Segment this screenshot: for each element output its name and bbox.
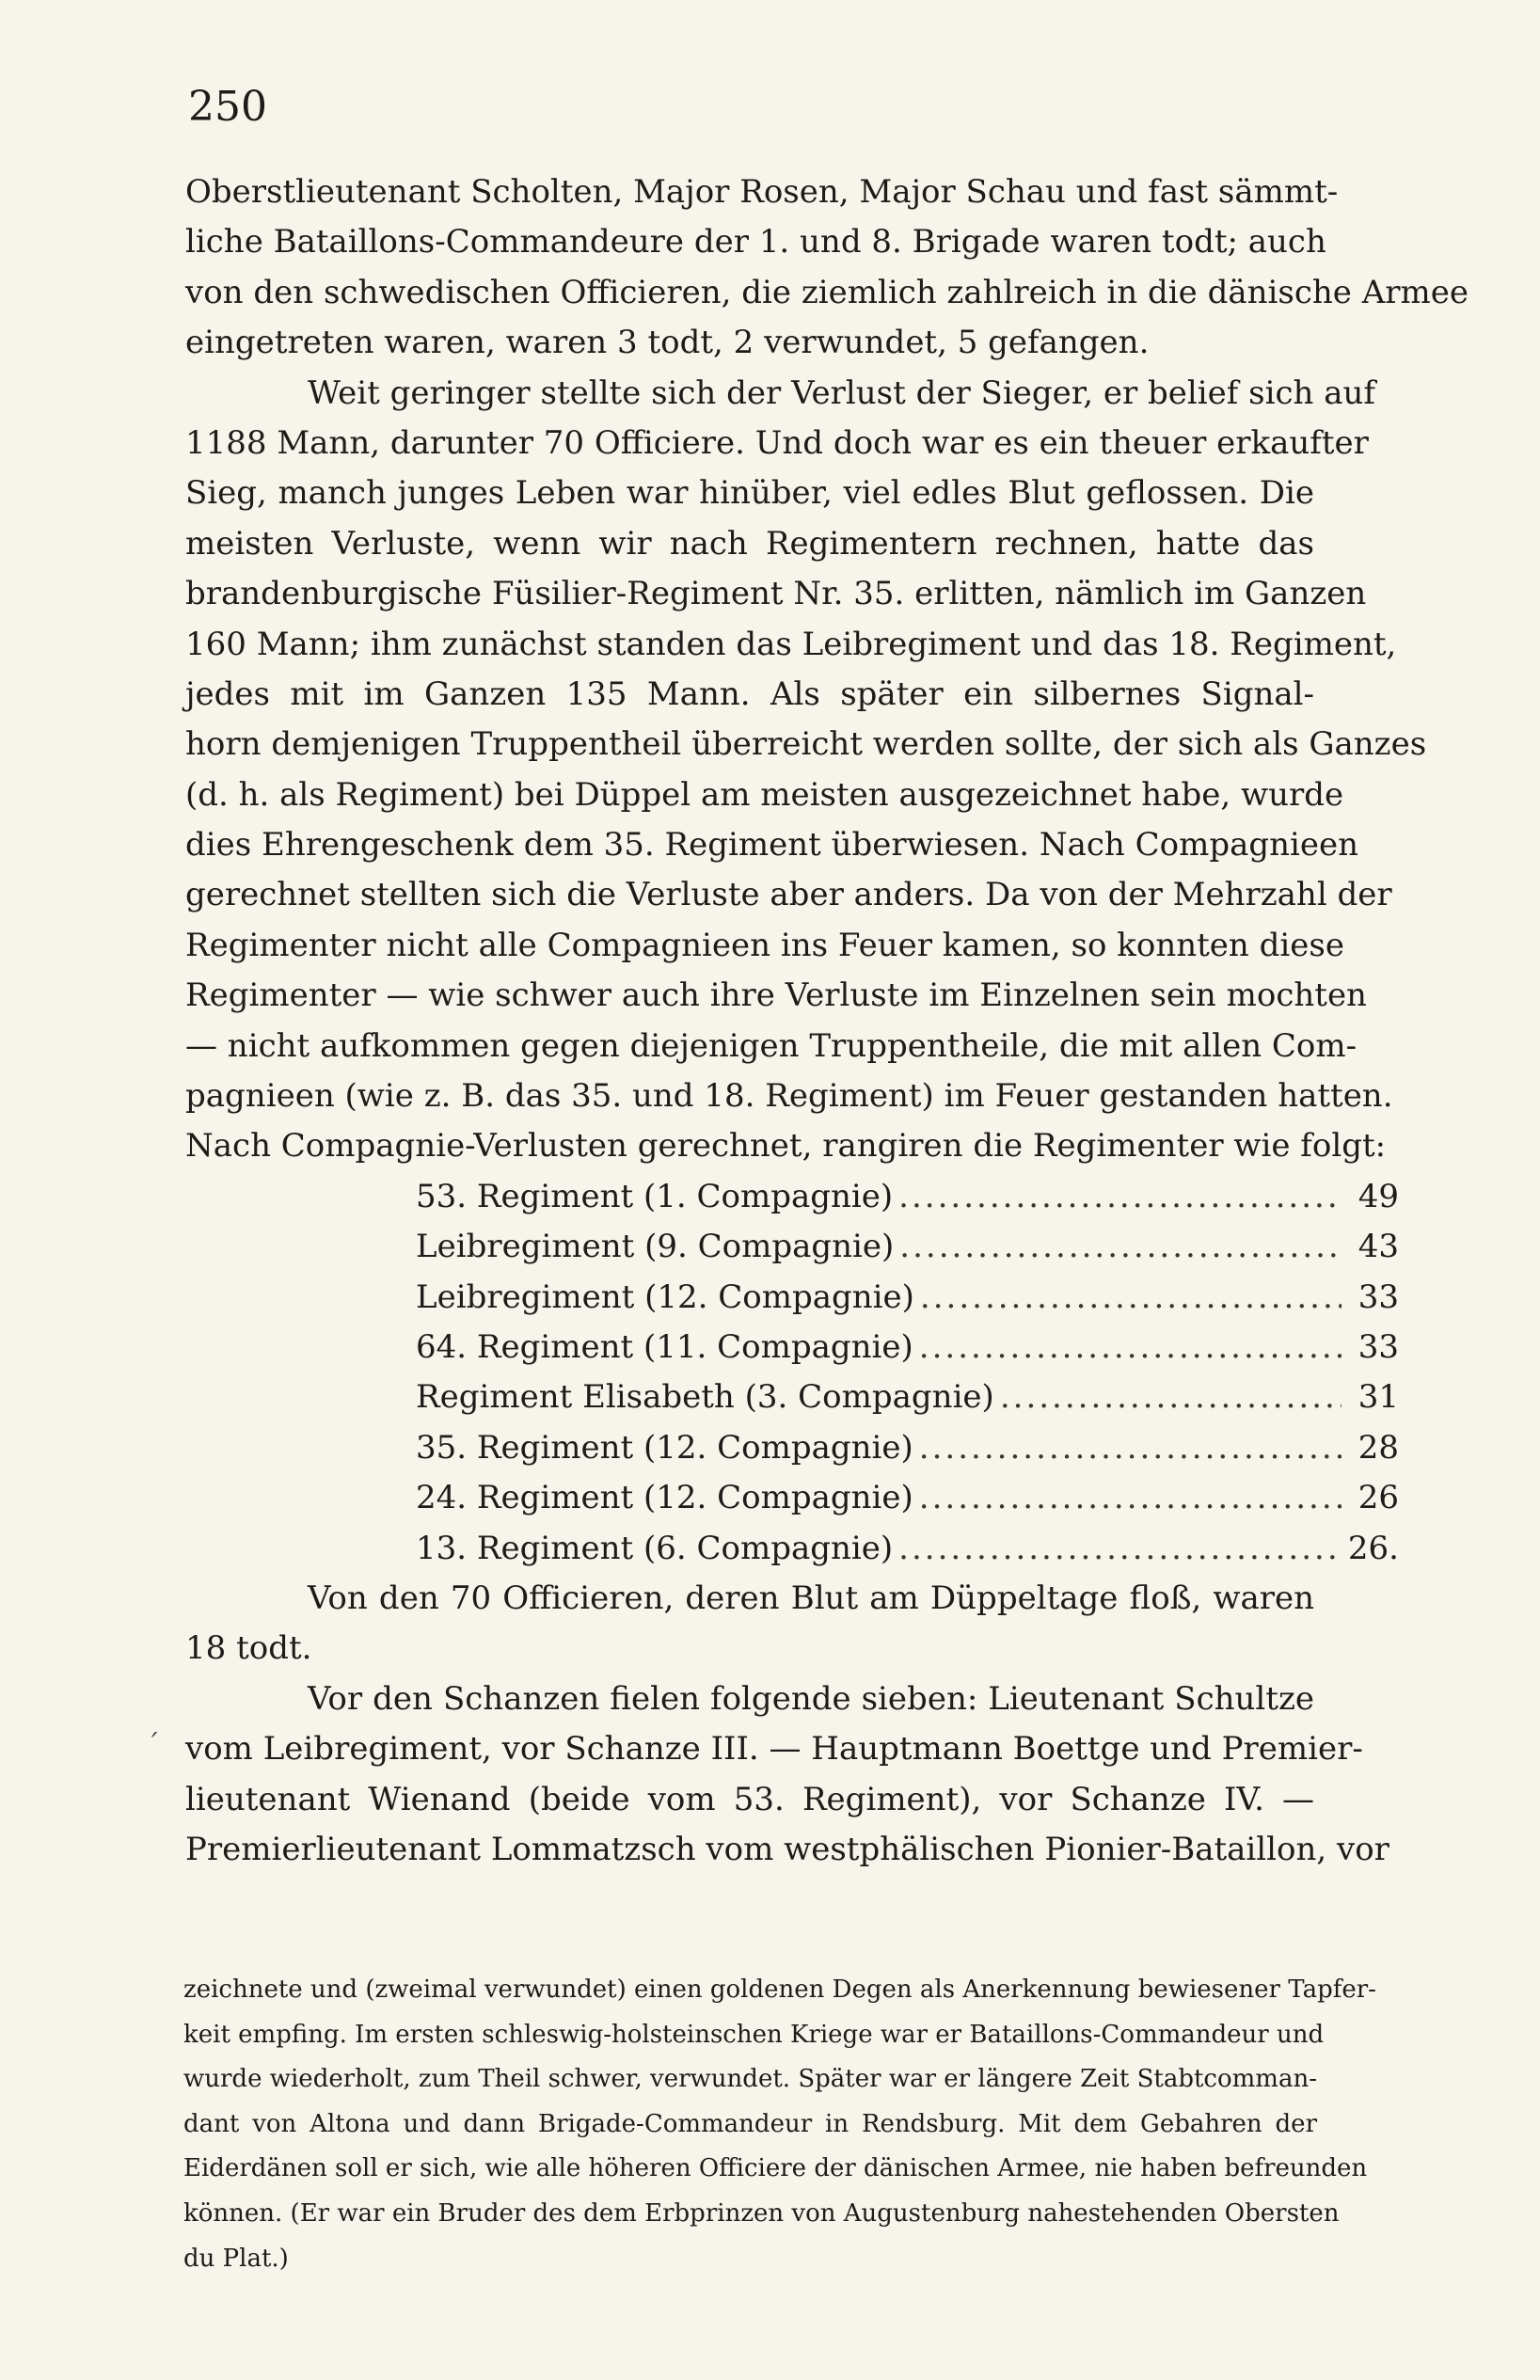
text-line: vom Leibregiment, vor Schanze III. — Hauptmann Boettge und Premier- <box>185 1730 1363 1769</box>
text-line: Weit geringer stellte sich der Verlust der Sieger, er belief sich auf <box>308 373 1375 412</box>
footnote-line: dant von Altona und dann Brigade-Commandeur in Rendsburg. Mit dem Gebahren der <box>183 2109 1317 2138</box>
text-line: Vor den Schanzen fielen folgende sieben: Lieutenant Schultze <box>308 1679 1314 1718</box>
table-losses: 31 <box>1357 1378 1399 1417</box>
table-row <box>185 1524 1399 1574</box>
main-text <box>185 167 1469 1875</box>
text-line: Regimenter — wie schwer auch ihre Verluste im Einzelnen sein mochten <box>185 976 1367 1015</box>
table-losses: 33 <box>1357 1277 1399 1316</box>
leader-dots <box>919 1473 1342 1523</box>
text-line: 18 todt. <box>185 1629 312 1668</box>
text-line: 160 Mann; ihm zunächst standen das Leibregiment und das 18. Regiment, <box>185 625 1397 663</box>
leader-dots <box>919 1323 1342 1372</box>
text-line: Von den 70 Officieren, deren Blut am Düppeltage floß, waren <box>308 1579 1314 1617</box>
text-line: gerechnet stellten sich die Verluste aber anders. Da von der Mehrzahl der <box>185 876 1392 914</box>
footnote-line: wurde wiederholt, zum Theil schwer, verwundet. Später war er längere Zeit Stabtcomman- <box>183 2065 1317 2094</box>
table-row <box>185 1222 1399 1272</box>
table-unit: Leibregiment (9. Compagnie) <box>416 1228 895 1266</box>
table-losses: 33 <box>1357 1327 1399 1366</box>
text-line: dies Ehrengeschenk dem 35. Regiment überwiesen. Nach Compagnieen <box>185 826 1359 865</box>
table-unit: 13. Regiment (6. Compagnie) <box>416 1529 894 1567</box>
table-row <box>185 1273 1399 1323</box>
leader-dots <box>898 1172 1342 1222</box>
leader-dots <box>898 1524 1342 1574</box>
text-line: horn demjenigen Truppentheil überreicht werden sollte, der sich als Ganzes <box>185 725 1427 764</box>
table-losses: 49 <box>1357 1177 1399 1215</box>
table-losses: 26. <box>1347 1529 1399 1567</box>
margin-mark: ´ <box>146 1729 160 1762</box>
footnote-line: zeichnete und (zweimal verwundet) einen goldenen Degen als Anerkennung bewiesener Tapfer- <box>183 1975 1376 2004</box>
text-line: Oberstlieutenant Scholten, Major Rosen, Major Schau und fast sämmt- <box>185 173 1339 211</box>
text-line: meisten Verluste, wenn wir nach Regimentern rechnen, hatte das <box>185 524 1314 563</box>
leader-dots <box>920 1273 1342 1323</box>
text-line: pagnieen (wie z. B. das 35. und 18. Regiment) im Feuer gestanden hatten. <box>185 1077 1393 1116</box>
text-line: brandenburgische Füsilier-Regiment Nr. 35. erlitten, nämlich im Ganzen <box>185 575 1367 613</box>
text-line: Premierlieutenant Lommatzsch vom westphälischen Pionier-Bataillon, vor <box>185 1830 1389 1868</box>
text-line: Nach Compagnie-Verlusten gerechnet, rangiren die Regimenter wie folgt: <box>185 1127 1387 1166</box>
footnote-line: können. (Er war ein Bruder des dem Erbprinzen von Augustenburg nahestehenden Obersten <box>183 2198 1340 2228</box>
text-line: 1188 Mann, darunter 70 Officiere. Und doch war es ein theuer erkaufter <box>185 423 1369 462</box>
table-row <box>185 1323 1399 1372</box>
text-line: eingetreten waren, waren 3 todt, 2 verwundet, 5 gefangen. <box>185 324 1150 362</box>
footnote-line: Eiderdänen soll er sich, wie alle höheren Officiere der dänischen Armee, nie haben befreunden <box>183 2154 1368 2183</box>
text-line: Sieg, manch junges Leben war hinüber, viel edles Blut geflossen. Die <box>185 474 1314 513</box>
table-losses: 26 <box>1357 1479 1399 1517</box>
table-unit: 35. Regiment (12. Compagnie) <box>416 1428 913 1467</box>
text-line: von den schwedischen Officieren, die ziemlich zahlreich in die dänische Armee <box>185 273 1469 311</box>
leader-dots <box>919 1423 1342 1473</box>
footnote-line: keit empfing. Im ersten schleswig-holsteinschen Kriege war er Bataillons-Commandeur und <box>183 2020 1325 2049</box>
footnote-line: du Plat.) <box>183 2244 289 2273</box>
table-unit: 24. Regiment (12. Compagnie) <box>416 1479 913 1517</box>
table-row <box>185 1372 1399 1422</box>
table-unit: 53. Regiment (1. Compagnie) <box>416 1177 894 1215</box>
table-losses: 43 <box>1357 1228 1399 1266</box>
leader-dots <box>1000 1372 1342 1422</box>
table-unit: Regiment Elisabeth (3. Compagnie) <box>416 1378 994 1417</box>
table-losses: 28 <box>1357 1428 1399 1467</box>
table-row <box>185 1473 1399 1523</box>
page-number: 250 <box>188 83 267 131</box>
footnote <box>183 1968 1376 2281</box>
table-row <box>185 1172 1399 1222</box>
text-line: Regimenter nicht alle Compagnieen ins Feuer kamen, so konnten diese <box>185 926 1344 964</box>
table-unit: 64. Regiment (11. Compagnie) <box>416 1327 913 1366</box>
leader-dots <box>899 1222 1342 1272</box>
text-line: (d. h. als Regiment) bei Düppel am meisten ausgezeichnet habe, wurde <box>185 775 1344 814</box>
text-line: jedes mit im Ganzen 135 Mann. Als später ein silbernes Signal- <box>185 674 1314 713</box>
text-line: lieutenant Wienand (beide vom 53. Regiment), vor Schanze IV. — <box>185 1780 1314 1818</box>
table-unit: Leibregiment (12. Compagnie) <box>416 1277 914 1316</box>
text-line: — nicht aufkommen gegen diejenigen Truppentheile, die mit allen Com- <box>185 1026 1357 1065</box>
text-line: liche Bataillons-Commandeure der 1. und 8. Brigade waren todt; auch <box>185 223 1326 262</box>
table-row <box>185 1423 1399 1473</box>
